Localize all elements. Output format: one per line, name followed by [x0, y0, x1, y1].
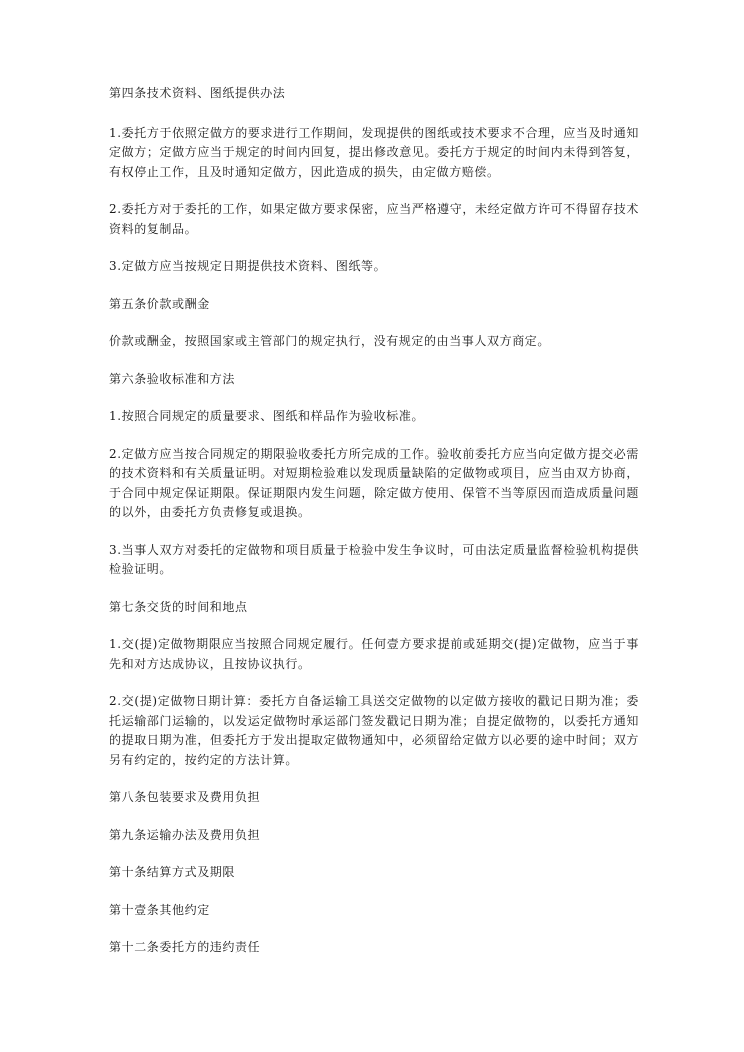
- article-7-heading: 第七条交货的时间和地点: [109, 599, 248, 614]
- article-7-clause-1: 1.交(提)定做物期限应当按照合同规定履行。任何壹方要求提前或延期交(提)定做物，应当于事先和对方达成协议，且按协议执行。: [109, 637, 639, 671]
- document-page: [109, 84, 639, 958]
- article-6-clause-3: 3.当事人双方对委托的定做物和项目质量于检验中发生争议时，可由法定质量监督检验机构提供检验证明。: [109, 542, 639, 576]
- article-4-heading: 第四条技术资料、图纸提供办法: [109, 86, 286, 100]
- article-5-heading: 第五条价款或酬金: [109, 296, 210, 311]
- article-4-clause-2: 2.委托方对于委托的工作，如果定做方要求保密，应当严格遵守，未经定做方许可不得留存技术资料的复制品。: [109, 202, 639, 236]
- article-4-clause-1: 1.委托方于依照定做方的要求进行工作期间，发现提供的图纸或技术要求不合理，应当及时通知定做方；定做方应当于规定的时间内回复，提出修改意见。委托方于规定的时间内未得到答复，有权停止工作，且及时通知定做方，因此造成的损失，由定做方赔偿。: [109, 125, 639, 179]
- article-10-heading: 第十条结算方式及期限: [109, 865, 236, 879]
- article-7-clause-2: 2.交(提)定做物日期计算：委托方自备运输工具送交定做物的以定做方接收的戳记日期为准；委托运输部门运输的，以发运定做物时承运部门签发戳记日期为准；自提定做物的，以委托方通知的提取日期为准，但委托方于发出提取定做物通知中，必须留给定做方以必要的途中时间；双方另有约定的，按约定的方法计算。: [109, 694, 639, 767]
- article-6-clause-1: 1.按照合同规定的质量要求、图纸和样品作为验收标准。: [109, 409, 425, 423]
- article-5-text: 价款或酬金，按照国家或主管部门的规定执行，没有规定的由当事人双方商定。: [109, 334, 551, 348]
- article-11-heading: 第十壹条其他约定: [109, 902, 210, 917]
- article-8-heading: 第八条包装要求及费用负担: [109, 790, 261, 804]
- article-4-clause-3: 3.定做方应当按规定日期提供技术资料、图纸等。: [109, 259, 387, 273]
- article-9-heading: 第九条运输办法及费用负担: [109, 827, 261, 842]
- article-6-clause-2: 2.定做方应当按合同规定的期限验收委托方所完成的工作。验收前委托方应当向定做方提交必需的技术资料和有关质量证明。对短期检验难以发现质量缺陷的定做物或项目，应当由双方协商，于合同中规定保证期限。保证期限内发生问题，除定做方使用、保管不当等原因而造成质量问题的以外，由委托方负责修复或退换。: [109, 446, 639, 519]
- article-6-heading: 第六条验收标准和方法: [109, 371, 236, 386]
- article-12-heading: 第十二条委托方的违约责任: [109, 940, 261, 954]
